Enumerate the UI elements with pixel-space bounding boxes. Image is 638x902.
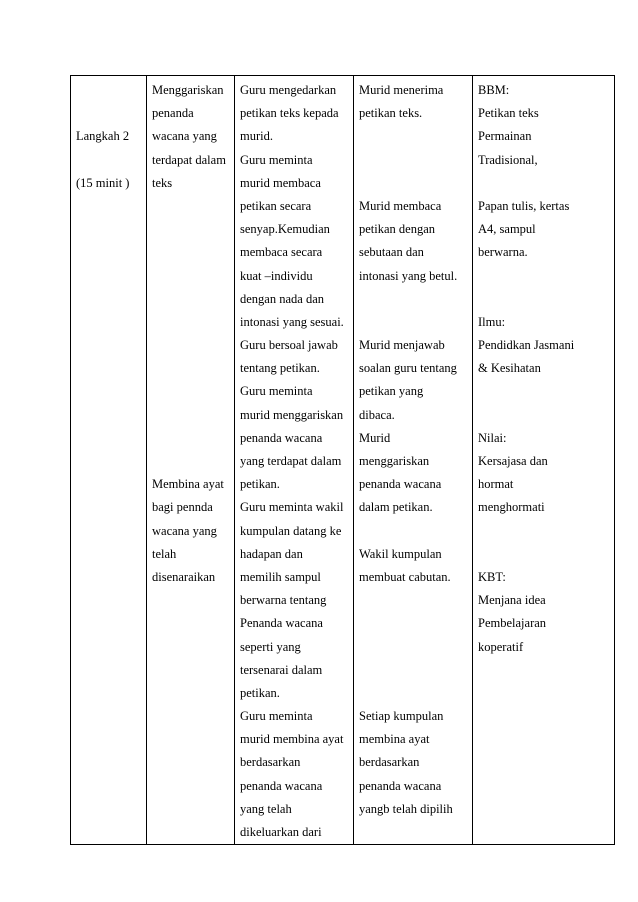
table-row bbox=[71, 76, 615, 845]
cell-text-line bbox=[152, 357, 230, 380]
cell-text-line bbox=[76, 79, 142, 102]
student-activity-cell bbox=[354, 76, 473, 845]
cell-text-line: A4, sampul bbox=[478, 222, 536, 237]
cell-text-line bbox=[152, 195, 230, 218]
cell-text-line: Guru mengedarkan bbox=[240, 83, 337, 97]
cell-text-line: murid. bbox=[240, 129, 273, 144]
cell-text-line: berdasarkan bbox=[240, 755, 301, 770]
lesson-plan-table bbox=[70, 75, 615, 845]
cell-text-line: Guru meminta wakil bbox=[240, 500, 344, 515]
cell-text-line bbox=[152, 450, 230, 473]
cell-text-line: disenaraikan bbox=[152, 569, 216, 584]
cell-text-line: hormat bbox=[478, 477, 514, 492]
cell-text-line: teks bbox=[152, 175, 173, 190]
cell-text-line: dalam petikan. bbox=[359, 500, 433, 515]
cell-text-line: Kersajasa dan bbox=[478, 454, 548, 468]
cell-text-line: penanda wacana bbox=[240, 430, 323, 445]
cell-text-line: Guru meminta bbox=[240, 152, 313, 167]
cell-text-line: petikan. bbox=[240, 477, 280, 492]
cell-text-line: murid menggariskan bbox=[240, 407, 344, 422]
cell-text-line: Papan tulis, kertas bbox=[478, 198, 570, 213]
cell-text-line bbox=[478, 265, 610, 288]
cell-text-line bbox=[478, 380, 610, 403]
cell-text-line: dibaca. bbox=[359, 407, 395, 422]
cell-text-line bbox=[152, 427, 230, 450]
cell-text-line: Wakil kumpulan bbox=[359, 546, 442, 561]
cell-text-line: Guru meminta bbox=[240, 709, 313, 724]
cell-text-line: Menjana idea bbox=[478, 593, 546, 608]
cell-text-line: yangb telah dipilih bbox=[359, 801, 453, 816]
cell-text-line: murid membaca bbox=[240, 175, 321, 190]
notes-cell bbox=[473, 76, 615, 845]
cell-text-line: Permainan bbox=[478, 129, 532, 144]
cell-text-line: Penanda wacana bbox=[240, 616, 323, 631]
cell-text-line: dengan nada dan bbox=[240, 291, 324, 306]
cell-text-line bbox=[152, 380, 230, 403]
cell-text-line: tersenarai dalam bbox=[240, 662, 323, 677]
cell-text-line: Pendidkan Jasmani bbox=[478, 338, 575, 353]
cell-text-line bbox=[152, 311, 230, 334]
cell-text-line: berdasarkan bbox=[359, 755, 420, 770]
cell-text-line: penanda wacana bbox=[359, 477, 442, 492]
cell-text-line: murid membina ayat bbox=[240, 732, 344, 747]
cell-text-line bbox=[152, 265, 230, 288]
cell-text-line bbox=[152, 334, 230, 357]
cell-text-line: penanda bbox=[152, 106, 194, 121]
cell-text-line: menggariskan bbox=[359, 454, 430, 468]
cell-text-line bbox=[76, 149, 142, 172]
cell-text-line: KBT: bbox=[478, 569, 506, 584]
cell-text-line: Pembelajaran bbox=[478, 616, 547, 631]
cell-text-line: membuat cabutan. bbox=[359, 569, 451, 584]
cell-text-line: senyap.Kemudian bbox=[240, 222, 330, 237]
cell-text-line: Membina ayat bbox=[152, 477, 224, 492]
cell-text-line: kuat –individu bbox=[240, 268, 313, 283]
teacher-activity-cell bbox=[235, 76, 354, 845]
cell-text-line bbox=[478, 543, 610, 566]
cell-text-line: membina ayat bbox=[359, 732, 430, 747]
cell-text-line: telah bbox=[152, 546, 177, 561]
cell-text-line: petikan dengan bbox=[359, 222, 436, 237]
cell-text-line: Murid menjawab bbox=[359, 338, 445, 353]
cell-text-line: & Kesihatan bbox=[478, 361, 541, 376]
cell-text-line: bagi pennda bbox=[152, 500, 213, 515]
cell-text-line: Murid bbox=[359, 430, 391, 445]
cell-text-line: membaca secara bbox=[240, 245, 323, 260]
cell-text-line bbox=[359, 125, 468, 148]
cell-text-line: Guru bersoal jawab bbox=[240, 338, 338, 353]
cell-text-line bbox=[359, 311, 468, 334]
cell-text-line: Setiap kumpulan bbox=[359, 709, 444, 724]
cell-text-line: koperatif bbox=[478, 639, 524, 654]
cell-text-line: Petikan teks bbox=[478, 106, 539, 121]
cell-text-line: yang telah bbox=[240, 801, 292, 816]
cell-text-line bbox=[359, 520, 468, 543]
cell-text-line bbox=[359, 288, 468, 311]
cell-text-line: soalan guru tentang bbox=[359, 361, 457, 376]
cell-text-line: terdapat dalam bbox=[152, 152, 226, 167]
cell-text-line: Guru meminta bbox=[240, 384, 313, 399]
cell-text-line bbox=[152, 288, 230, 311]
cell-text-line bbox=[152, 241, 230, 264]
cell-text-line bbox=[359, 682, 468, 705]
cell-text-line: berwarna tentang bbox=[240, 593, 327, 608]
cell-text-line bbox=[359, 636, 468, 659]
cell-text-line bbox=[152, 404, 230, 427]
cell-text-line: Tradisional, bbox=[478, 152, 538, 167]
cell-text-line: petikan teks. bbox=[359, 106, 423, 121]
cell-text-line: petikan. bbox=[240, 685, 280, 700]
cell-text-line: Murid membaca bbox=[359, 198, 442, 213]
step-cell bbox=[71, 76, 147, 845]
objective-cell bbox=[147, 76, 235, 845]
cell-text-line: (15 minit ) bbox=[76, 175, 130, 190]
cell-text-line bbox=[359, 149, 468, 172]
cell-text-line: yang terdapat dalam bbox=[240, 454, 342, 468]
cell-text-line: Langkah 2 bbox=[76, 129, 130, 144]
cell-text-line: petikan yang bbox=[359, 384, 424, 399]
cell-text-line bbox=[359, 172, 468, 195]
cell-text-line: intonasi yang sesuai. bbox=[240, 314, 344, 329]
cell-text-line bbox=[152, 218, 230, 241]
cell-text-line: berwarna. bbox=[478, 245, 528, 260]
cell-text-line: wacana yang bbox=[152, 523, 217, 538]
cell-text-line bbox=[478, 404, 610, 427]
cell-text-line: intonasi yang betul. bbox=[359, 268, 458, 283]
cell-text-line: BBM: bbox=[478, 83, 510, 97]
cell-text-line: memilih sampul bbox=[240, 569, 321, 584]
cell-text-line: penanda wacana bbox=[359, 778, 442, 793]
cell-text-line bbox=[359, 612, 468, 635]
cell-text-line bbox=[76, 102, 142, 125]
cell-text-line bbox=[478, 172, 610, 195]
cell-text-line: menghormati bbox=[478, 500, 545, 515]
cell-text-line bbox=[359, 589, 468, 612]
cell-text-line bbox=[478, 288, 610, 311]
cell-text-line: wacana yang bbox=[152, 129, 217, 144]
cell-text-line: tentang petikan. bbox=[240, 361, 320, 376]
cell-text-line bbox=[359, 659, 468, 682]
cell-text-line: Ilmu: bbox=[478, 314, 506, 329]
cell-text-line: penanda wacana bbox=[240, 778, 323, 793]
cell-text-line: hadapan dan bbox=[240, 546, 303, 561]
cell-text-line: dikeluarkan dari bbox=[240, 825, 322, 839]
cell-text-line: petikan teks kepada bbox=[240, 106, 339, 121]
cell-text-line bbox=[478, 520, 610, 543]
cell-text-line: seperti yang bbox=[240, 639, 301, 654]
cell-text-line: sebutaan dan bbox=[359, 245, 424, 260]
cell-text-line: Murid menerima bbox=[359, 83, 444, 97]
cell-text-line: petikan secara bbox=[240, 198, 312, 213]
cell-text-line: kumpulan datang ke bbox=[240, 523, 342, 538]
cell-text-line: Nilai: bbox=[478, 430, 507, 445]
cell-text-line: Menggariskan bbox=[152, 83, 224, 97]
